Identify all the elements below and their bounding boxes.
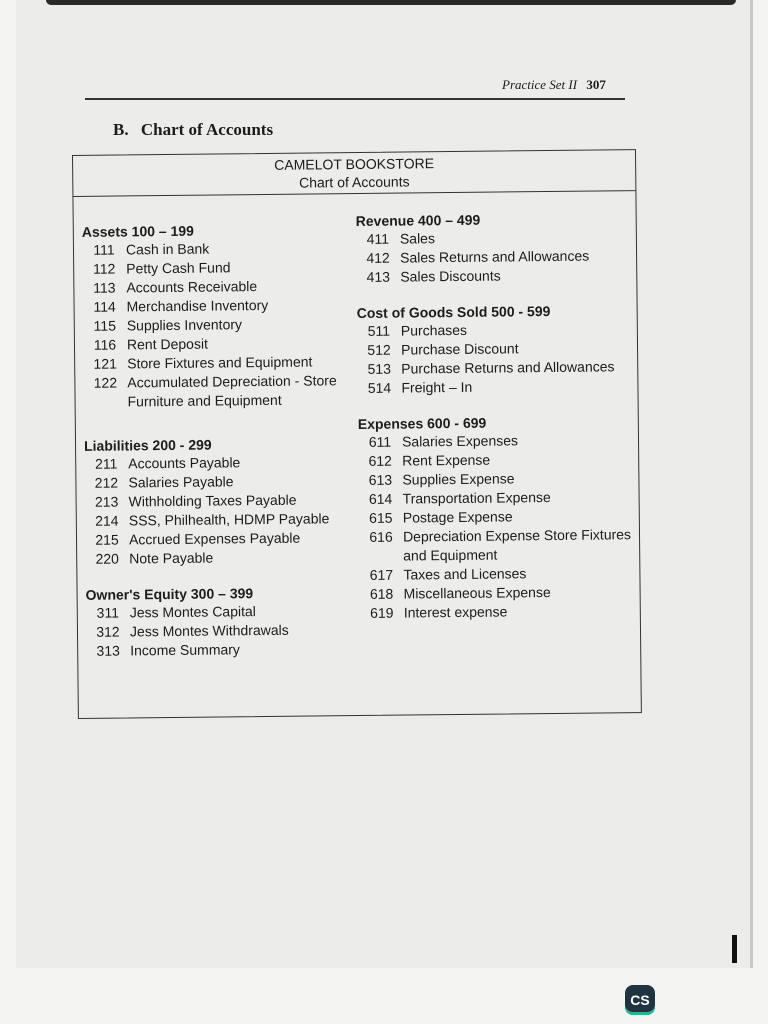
account-name: Freight – In: [401, 378, 473, 396]
account-number: 212: [94, 474, 119, 491]
account-number: 616: [369, 528, 393, 545]
account-number: 514: [367, 379, 392, 396]
account-name: Withholding Taxes Payable: [128, 491, 297, 510]
account-name: Rent Deposit: [126, 335, 209, 353]
account-row: [83, 371, 363, 412]
account-group-title: Assets 100 – 199: [81, 222, 194, 240]
account-name: Sales Returns and Allowances: [400, 247, 590, 266]
account-row: [85, 547, 365, 569]
page-top-shadow: [46, 0, 736, 5]
account-name: Accrued Expenses Payable: [128, 529, 301, 548]
account-number: 312: [96, 623, 120, 640]
account-number: 513: [367, 360, 392, 377]
account-number: 612: [368, 452, 392, 469]
account-name: Transportation Expense: [402, 489, 551, 507]
account-number: 211: [94, 455, 118, 472]
account-name: Petty Cash Fund: [126, 259, 231, 277]
box-header: [73, 150, 635, 197]
account-name: SSS, Philhealth, HDMP Payable: [128, 510, 330, 529]
account-name: Salaries Expenses: [401, 432, 519, 450]
account-name: Purchases: [400, 321, 468, 339]
section-heading: [113, 120, 273, 140]
account-name: Cash in Bank: [125, 240, 210, 258]
account-name: Salaries Payable: [128, 473, 234, 491]
account-name: Accumulated Depreciation - Store Furniture and Equipment: [127, 372, 337, 410]
account-group: [82, 221, 364, 412]
account-name: Depreciation Expense Store Fixtures and Equipment: [402, 526, 632, 564]
chart-of-accounts-box: [72, 149, 642, 719]
account-group: [358, 413, 640, 623]
page-number: 307: [586, 77, 606, 92]
account-number: 112: [92, 260, 116, 277]
account-name: Jess Montes Withdrawals: [129, 621, 289, 640]
account-number: 512: [367, 341, 391, 358]
account-number: 311: [96, 604, 120, 621]
section-title: Chart of Accounts: [140, 120, 274, 139]
account-group: [84, 435, 365, 569]
account-name: Sales Discounts: [400, 267, 501, 285]
account-number: 111: [93, 241, 115, 258]
account-row: [356, 265, 636, 287]
company-name: CAMELOT BOOKSTORE: [274, 155, 435, 173]
account-name: Rent Expense: [402, 451, 491, 469]
right-column: [356, 210, 640, 641]
account-name: Miscellaneous Expense: [403, 584, 551, 602]
account-group-title: Liabilities 200 - 299: [83, 436, 212, 454]
account-number: 617: [369, 566, 394, 583]
account-number: 114: [93, 298, 116, 315]
account-number: 113: [93, 279, 116, 296]
running-head: [502, 77, 606, 93]
account-number: 618: [369, 585, 394, 602]
account-number: 615: [369, 509, 393, 526]
left-column: [82, 221, 367, 679]
account-number: 411: [366, 230, 390, 247]
account-group-title: Expenses 600 - 699: [357, 414, 487, 433]
account-name: Income Summary: [130, 641, 240, 659]
account-number: 614: [368, 490, 393, 507]
section-letter: B.: [113, 120, 129, 139]
account-number: 213: [94, 493, 119, 510]
account-row: [357, 376, 637, 398]
account-number: 413: [366, 268, 391, 285]
page-edge-mark: [732, 935, 737, 963]
account-number: 511: [367, 322, 391, 339]
account-name: Postage Expense: [402, 508, 513, 526]
box-subtitle: Chart of Accounts: [298, 173, 410, 191]
account-number: 215: [95, 531, 119, 548]
account-group: [86, 584, 367, 661]
account-number: 412: [366, 249, 390, 266]
account-name: Sales: [399, 230, 436, 247]
account-number: 611: [368, 433, 392, 450]
running-head-title: Practice Set II: [502, 77, 578, 92]
account-group: [357, 302, 638, 398]
account-group: [356, 210, 637, 287]
account-name: Accounts Receivable: [126, 278, 258, 296]
account-name: Purchase Discount: [400, 340, 519, 358]
account-group-title: Cost of Goods Sold 500 - 599: [356, 302, 551, 322]
account-name: Supplies Inventory: [126, 316, 243, 334]
account-number: 214: [95, 512, 119, 529]
header-rule: [85, 98, 625, 100]
account-name: Note Payable: [129, 549, 214, 567]
account-name: Merchandise Inventory: [126, 296, 269, 315]
account-number: 122: [93, 374, 118, 391]
account-row: [86, 639, 366, 661]
account-row: [359, 525, 639, 566]
account-number: 121: [93, 355, 117, 372]
account-name: Purchase Returns and Allowances: [401, 358, 615, 377]
account-name: Taxes and Licenses: [403, 565, 527, 583]
account-number: 613: [368, 471, 393, 488]
account-number: 116: [93, 336, 117, 353]
account-group-title: Owner's Equity 300 – 399: [85, 585, 254, 603]
account-name: Store Fixtures and Equipment: [127, 353, 313, 372]
account-group-title: Revenue 400 – 499: [355, 211, 481, 230]
account-name: Interest expense: [403, 603, 508, 621]
account-number: 313: [96, 642, 120, 659]
camscanner-badge-icon: CS: [625, 985, 655, 1015]
account-name: Accounts Payable: [128, 454, 241, 472]
account-number: 220: [95, 550, 119, 567]
account-number: 619: [370, 604, 394, 621]
account-name: Jess Montes Capital: [129, 603, 256, 621]
account-row: [360, 601, 640, 623]
account-number: 115: [93, 317, 117, 334]
account-name: Supplies Expense: [402, 470, 515, 488]
